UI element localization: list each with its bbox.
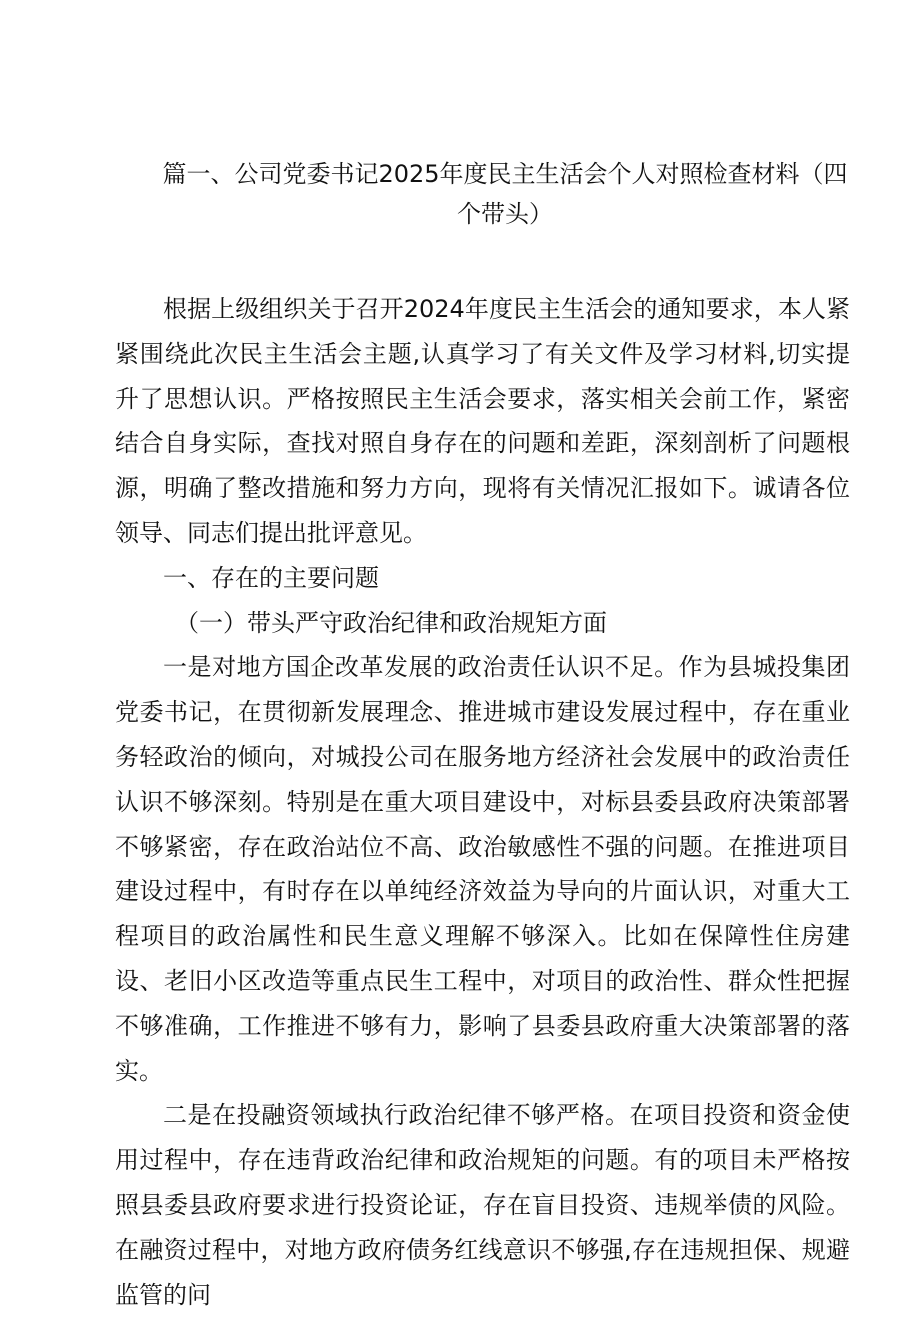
section-heading-main-problems: 一、存在的主要问题 — [163, 563, 379, 592]
intro-paragraph: 根据上级组织关于召开2024年度民主生活会的通知要求，本人紧紧围绕此次民主生活会主题,认真学习了有关文件及学习材料,切实提升了思想认识。严格按照民主生活会要求，落实相关会前工作，紧密结合自身实际，查找对照自身存在的问题和差距，深刻剖析了问题根源，明确了整改措施和努力方向，现将有关情况汇报如下。诚请各位领导、同志们提出批评意见。 — [115, 295, 850, 547]
subsection-heading-political-discipline: （一）带头严守政治纪律和政治规矩方面 — [175, 608, 607, 637]
document-body — [115, 287, 850, 1317]
problem-paragraph-1: 一是对地方国企改革发展的政治责任认识不足。作为县城投集团党委书记，在贯彻新发展理念、推进城市建设发展过程中，存在重业务轻政治的倾向，对城投公司在服务地方经济社会发展中的政治责任认识不够深刻。特别是在重大项目建设中，对标县委县政府决策部署不够紧密，存在政治站位不高、政治敏感性不强的问题。在推进项目建设过程中，有时存在以单纯经济效益为导向的片面认识，对重大工程项目的政治属性和民生意义理解不够深入。比如在保障性住房建设、老旧小区改造等重点民生工程中，对项目的政治性、群众性把握不够准确，工作推进不够有力，影响了县委县政府重大决策部署的落实。 — [115, 653, 850, 1085]
document-title: 篇一、公司党委书记2025年度民主生活会个人对照检查材料（四个带头） — [162, 160, 848, 228]
problem-paragraph-2: 二是在投融资领域执行政治纪律不够严格。在项目投资和资金使用过程中，存在违背政治纪律和政治规矩的问题。有的项目未严格按照县委县政府要求进行投资论证，存在盲目投资、违规举债的风险。在融资过程中，对地方政府债务红线意识不够强,存在违规担保、规避监管的问 — [115, 1101, 850, 1309]
